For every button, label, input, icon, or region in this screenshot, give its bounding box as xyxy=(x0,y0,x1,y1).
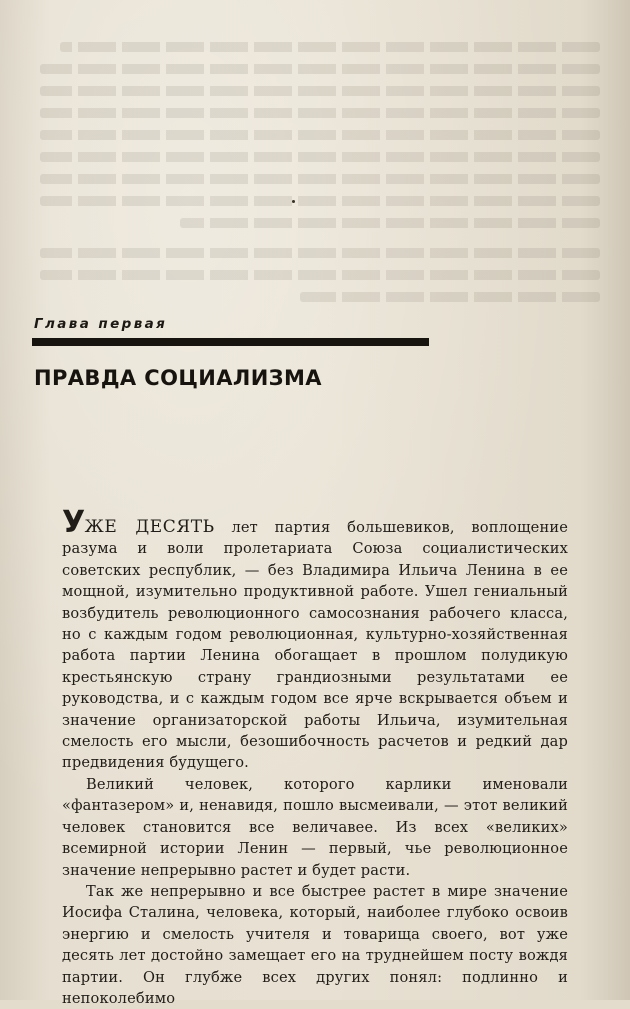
paragraph-3: Так же непрерывно и все быстрее растет в мире значение Иосифа Сталина, человека, который, наиболее глубоко освоив энергию и смелость учителя и товарища своего, вот уже десять лет достойно замещает его на труднейшем посту вождя партии. Он глубже всех других понял: подлинно и непоколебимо xyxy=(62,882,568,1007)
paragraph-2: Великий человек, которого карлики именовали «фантазером» и, ненавидя, пошло высмеивали, — этот великий человек становится все величавее. Из всех «великих» всемирной истории Ленин — первый, чье революционное значение непрерывно растет и будет расти. xyxy=(62,775,568,879)
body-text xyxy=(62,505,568,1009)
chapter-label: Глава первая xyxy=(34,316,168,332)
chapter-rule xyxy=(32,338,429,346)
drop-cap: У xyxy=(62,505,85,540)
paragraph-1-text: лет партия большевиков, воплощение разума и воли пролетариата Союза социалистических советских республик, — без Владимира Ильича Ленина в ее мощной, изумительно продуктивной работе. Ушел гениальный возбудитель революционного самосознания рабочего класса, но с каждым годом революционная, культурно-хозяйственная работа партии Ленина обогащает в прошлом полудикую крестьянскую страну грандиозными результатами ее руководства, и с каждым годом все ярче вскрывается объем и значение организаторской работы Ильича, изумительная смелость его мысли, безошибочность расчетов и редкий дар предвидения будущего. xyxy=(62,519,568,772)
chapter-title: ПРАВДА СОЦИАЛИЗМА xyxy=(34,366,322,390)
print-speck xyxy=(292,200,295,203)
paragraph-1 xyxy=(62,505,568,774)
lead-words: ЖЕ ДЕСЯТЬ xyxy=(84,517,215,537)
show-through-text xyxy=(0,0,630,330)
